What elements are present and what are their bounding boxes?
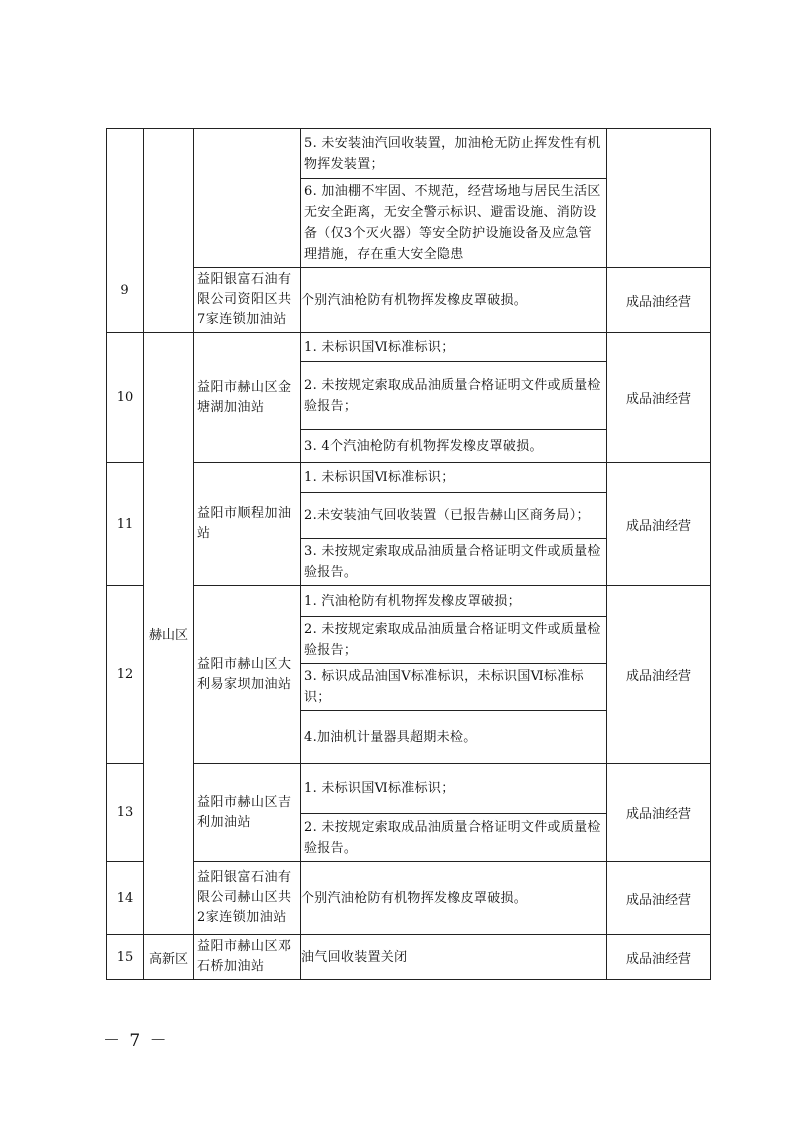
table-row bbox=[107, 268, 711, 333]
inspection-table bbox=[106, 128, 711, 980]
issues-cell bbox=[301, 463, 607, 586]
row-number: 11 bbox=[107, 463, 144, 586]
table-row bbox=[107, 935, 711, 980]
issues-cell bbox=[301, 586, 607, 764]
issues-cell bbox=[301, 764, 607, 862]
row-number: 13 bbox=[107, 764, 144, 862]
table-row bbox=[107, 333, 711, 463]
issue-item: 4.加油机计量器具超期未检。 bbox=[304, 729, 477, 745]
station-name bbox=[194, 129, 301, 268]
district-cell: 赫山区 bbox=[144, 333, 194, 935]
issue-item: 油气回收装置关闭 bbox=[301, 935, 607, 980]
station-name: 益阳市赫山区邓石桥加油站 bbox=[194, 935, 301, 980]
row-number: 14 bbox=[107, 862, 144, 935]
row-number: 10 bbox=[107, 333, 144, 463]
table-row bbox=[107, 586, 711, 764]
issue-item: 个别汽油枪防有机物挥发橡皮罩破损。 bbox=[301, 862, 607, 935]
row-number: 15 bbox=[107, 935, 144, 980]
issue-item: 1. 汽油枪防有机物挥发橡皮罩破损； bbox=[301, 586, 606, 617]
row-number: 12 bbox=[107, 586, 144, 764]
issue-item: 3. 标识成品油国Ⅴ标准标识，未标识国Ⅵ标准标识； bbox=[301, 664, 606, 711]
issue-item: 个别汽油枪防有机物挥发橡皮罩破损。 bbox=[301, 268, 607, 333]
station-name: 益阳市赫山区大利易家坝加油站 bbox=[194, 586, 301, 764]
category-cell: 成品油经营 bbox=[607, 333, 711, 463]
issue-item: 2.未安装油气回收装置（已报告赫山区商务局）； bbox=[301, 493, 606, 539]
category-cell: 成品油经营 bbox=[607, 268, 711, 333]
station-name: 益阳市顺程加油站 bbox=[194, 463, 301, 586]
issue-item: 1. 未标识国Ⅵ标准标识； bbox=[301, 463, 606, 493]
station-name: 益阳市赫山区吉利加油站 bbox=[194, 764, 301, 862]
issue-item: 2. 未按规定索取成品油质量合格证明文件或质量检验报告； bbox=[301, 362, 606, 430]
category-cell: 成品油经营 bbox=[607, 935, 711, 980]
table-row bbox=[107, 463, 711, 586]
issues-cell bbox=[301, 129, 607, 268]
table-row bbox=[107, 764, 711, 862]
table-row bbox=[107, 129, 711, 268]
station-name: 益阳银富石油有限公司赫山区共2家连锁加油站 bbox=[194, 862, 301, 935]
issue-item: 1. 未标识国Ⅵ标准标识； bbox=[301, 764, 606, 814]
issue-item: 5. 未安装油汽回收装置，加油枪无防止挥发性有机物挥发装置； bbox=[301, 129, 606, 179]
row-number bbox=[107, 129, 144, 333]
issue-item: 2. 未按规定索取成品油质量合格证明文件或质量检验报告； bbox=[301, 617, 606, 664]
district-cell bbox=[144, 129, 194, 333]
page-number: － 7 － bbox=[103, 1031, 169, 1051]
issue-item: 3. 4个汽油枪防有机物挥发橡皮罩破损。 bbox=[304, 438, 543, 454]
category-cell: 成品油经营 bbox=[607, 862, 711, 935]
category-cell: 成品油经营 bbox=[607, 463, 711, 586]
district-cell: 高新区 bbox=[144, 935, 194, 980]
issue-item: 1. 未标识国Ⅵ标准标识； bbox=[301, 333, 606, 362]
station-name: 益阳市赫山区金塘湖加油站 bbox=[194, 333, 301, 463]
issue-item: 6. 加油棚不牢固、不规范，经营场地与居民生活区无安全距离，无安全警示标识、避雷设施、消防设备（仅3个灭火器）等安全防护设施设备及应急管理措施，存在重大安全隐患 bbox=[304, 184, 601, 262]
table-row bbox=[107, 862, 711, 935]
category-cell: 成品油经营 bbox=[607, 764, 711, 862]
category-cell bbox=[607, 129, 711, 268]
issue-item: 3. 未按规定索取成品油质量合格证明文件或质量检验报告。 bbox=[304, 544, 601, 580]
station-name: 益阳银富石油有限公司资阳区共7家连锁加油站 bbox=[194, 268, 301, 333]
row-number: 9 bbox=[120, 283, 129, 298]
category-cell: 成品油经营 bbox=[607, 586, 711, 764]
issues-cell bbox=[301, 333, 607, 463]
issue-item: 2. 未按规定索取成品油质量合格证明文件或质量检验报告。 bbox=[304, 819, 601, 856]
